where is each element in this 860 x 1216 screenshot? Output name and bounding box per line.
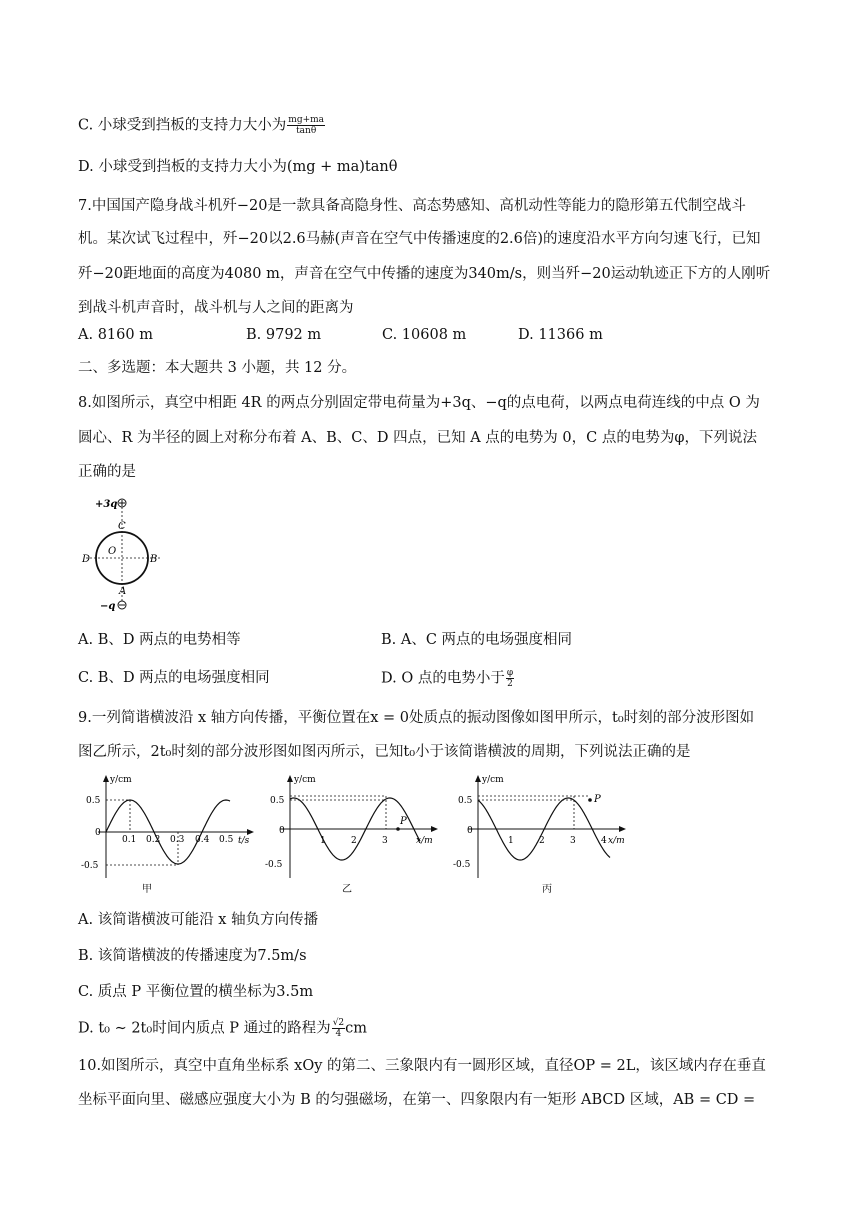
q8-stem-line1: 8.如图所示，真空中相距 4R 的两点分别固定带电荷量为+3q、−q的点电荷，以两点电荷连线的中点 O 为: [78, 395, 760, 411]
bing-caption: 丙: [542, 884, 552, 895]
jia-xtick-0-1: 0.1: [122, 835, 137, 845]
q7-option-c: C. 10608 m: [382, 327, 467, 343]
q6-option-c-prefix: C. 小球受到挡板的支持力大小为: [78, 117, 287, 134]
q8-option-d: [381, 668, 514, 689]
bing-x-axis-label: x/m: [608, 836, 625, 846]
point-d-label: D: [82, 554, 91, 565]
q8-option-d-fraction: $\frac{\varphi}{2}$: [506, 668, 514, 689]
q7-stem-line4: 到战斗机声音时，战斗机与人之间的距离为: [78, 300, 354, 316]
bing-xtick-1: 1: [508, 836, 514, 846]
q9-stem-line1: 9.一列简谐横波沿 x 轴方向传播，平衡位置在x = 0处质点的振动图像如图甲所示，t₀时刻的部分波形图如: [78, 710, 755, 726]
yi-y-axis-label: y/cm: [294, 775, 316, 785]
graph-bing-waveform: [450, 772, 635, 897]
q8-stem-line3: 正确的是: [78, 464, 136, 480]
section-header-multiple-choice: 二、多选题：本大题共 3 小题，共 12 分。: [78, 360, 357, 376]
point-c-label: C: [118, 521, 126, 532]
top-charge-label: +3q: [95, 499, 118, 510]
bing-ytick-zero: 0: [467, 826, 473, 836]
graph-yi-waveform: [262, 772, 447, 897]
yi-xtick-3: 3: [382, 836, 388, 846]
q7-stem-line2: 机。某次试飞过程中，歼−20以2.6马赫(声音在空气中传播速度的2.6倍)的速度沿水平方向匀速飞行，已知: [78, 231, 761, 247]
q9-option-d: [78, 1018, 367, 1039]
q8-option-b: B. A、C 两点的电场强度相同: [381, 632, 573, 648]
bing-ytick-bottom: -0.5: [453, 860, 471, 870]
q7-option-d: D. 11366 m: [518, 327, 603, 343]
yi-xtick-1: 1: [320, 836, 326, 846]
yi-ytick-bottom: -0.5: [265, 860, 283, 870]
jia-xtick-0-2: 0.2: [146, 835, 161, 845]
q9-option-d-prefix: D. t₀ ∼ 2t₀时间内质点 P 通过的路程为: [78, 1020, 331, 1037]
bing-xtick-4: 4: [601, 836, 607, 846]
bing-point-p: [588, 798, 592, 802]
q9-option-d-fraction: $\frac{√2}{4}$: [332, 1018, 345, 1039]
jia-y-axis-label: y/cm: [110, 775, 132, 785]
yi-ytick-zero: 0: [279, 826, 285, 836]
q10-stem-line2: 坐标平面向里、磁感应强度大小为 B 的匀强磁场，在第一、四象限内有一矩形 ABCD 区域，AB = CD =: [78, 1092, 756, 1108]
graph-jia-vibration: [78, 772, 258, 897]
jia-ytick-top: 0.5: [86, 796, 101, 806]
yi-x-axis-label: x/m: [416, 836, 433, 846]
q10-stem-line1: 10.如图所示，真空中直角坐标系 xOy 的第二、三象限内有一圆形区域，直径OP = 2L，该区域内存在垂直: [78, 1058, 766, 1074]
bing-xtick-2: 2: [539, 836, 545, 846]
q9-option-a: A. 该简谐横波可能沿 x 轴负方向传播: [78, 912, 319, 928]
jia-ytick-bottom: -0.5: [81, 861, 99, 871]
bottom-charge-label: −q: [100, 601, 116, 612]
bing-xtick-3: 3: [570, 836, 576, 846]
yi-point-p: [396, 827, 400, 831]
q8-charge-figure: [78, 492, 168, 617]
q6-option-c: [78, 115, 325, 136]
point-a-label: A: [119, 586, 127, 597]
q8-option-d-prefix: D. O 点的电势小于: [381, 670, 505, 687]
jia-x-axis-label: t/s: [238, 836, 250, 846]
yi-ytick-top: 0.5: [270, 796, 285, 806]
q9-option-c: C. 质点 P 平衡位置的横坐标为3.5m: [78, 984, 314, 1000]
jia-xtick-0-4: 0.4: [195, 835, 210, 845]
q9-stem-line2: 图乙所示，2t₀时刻的部分波形图如图丙所示，已知t₀小于该简谐横波的周期，下列说法正确的是: [78, 744, 691, 760]
q7-option-a: A. 8160 m: [78, 327, 153, 343]
q8-option-a: A. B、D 两点的电势相等: [78, 632, 241, 648]
jia-xtick-0-3: 0.3: [170, 835, 185, 845]
bing-ytick-top: 0.5: [458, 796, 473, 806]
q7-stem-line1: 7.中国国产隐身战斗机歼−20是一款具备高隐身性、高态势感知、高机动性等能力的隐形第五代制空战斗: [78, 198, 746, 214]
jia-ytick-zero: 0: [95, 828, 101, 838]
q6-option-d: D. 小球受到挡板的支持力大小为(mg + ma)tanθ: [78, 159, 398, 175]
point-b-label: B: [150, 554, 158, 565]
jia-caption: 甲: [142, 884, 152, 895]
q9-option-d-suffix: cm: [345, 1020, 368, 1037]
yi-xtick-2: 2: [351, 836, 357, 846]
yi-point-p-label: P: [400, 816, 407, 827]
jia-xtick-0-5: 0.5: [219, 835, 234, 845]
q7-option-b: B. 9792 m: [246, 327, 322, 343]
q7-stem-line3: 歼−20距地面的高度为4080 m，声音在空气中传播的速度为340m/s，则当歼−20运动轨迹正下方的人刚听: [78, 266, 771, 282]
yi-caption: 乙: [342, 884, 352, 895]
q8-option-c: C. B、D 两点的电场强度相同: [78, 670, 270, 686]
q9-option-b: B. 该简谐横波的传播速度为7.5m/s: [78, 948, 307, 964]
bing-point-p-label: P: [594, 794, 601, 805]
point-o-label: O: [108, 546, 117, 557]
bing-y-axis-label: y/cm: [482, 775, 504, 785]
q8-stem-line2: 圆心、R 为半径的圆上对称分布着 A、B、C、D 四点，已知 A 点的电势为 0，C 点的电势为φ，下列说法: [78, 430, 757, 446]
q6-option-c-fraction: $\frac{mg+ma}{\tan\theta}$: [288, 115, 325, 136]
